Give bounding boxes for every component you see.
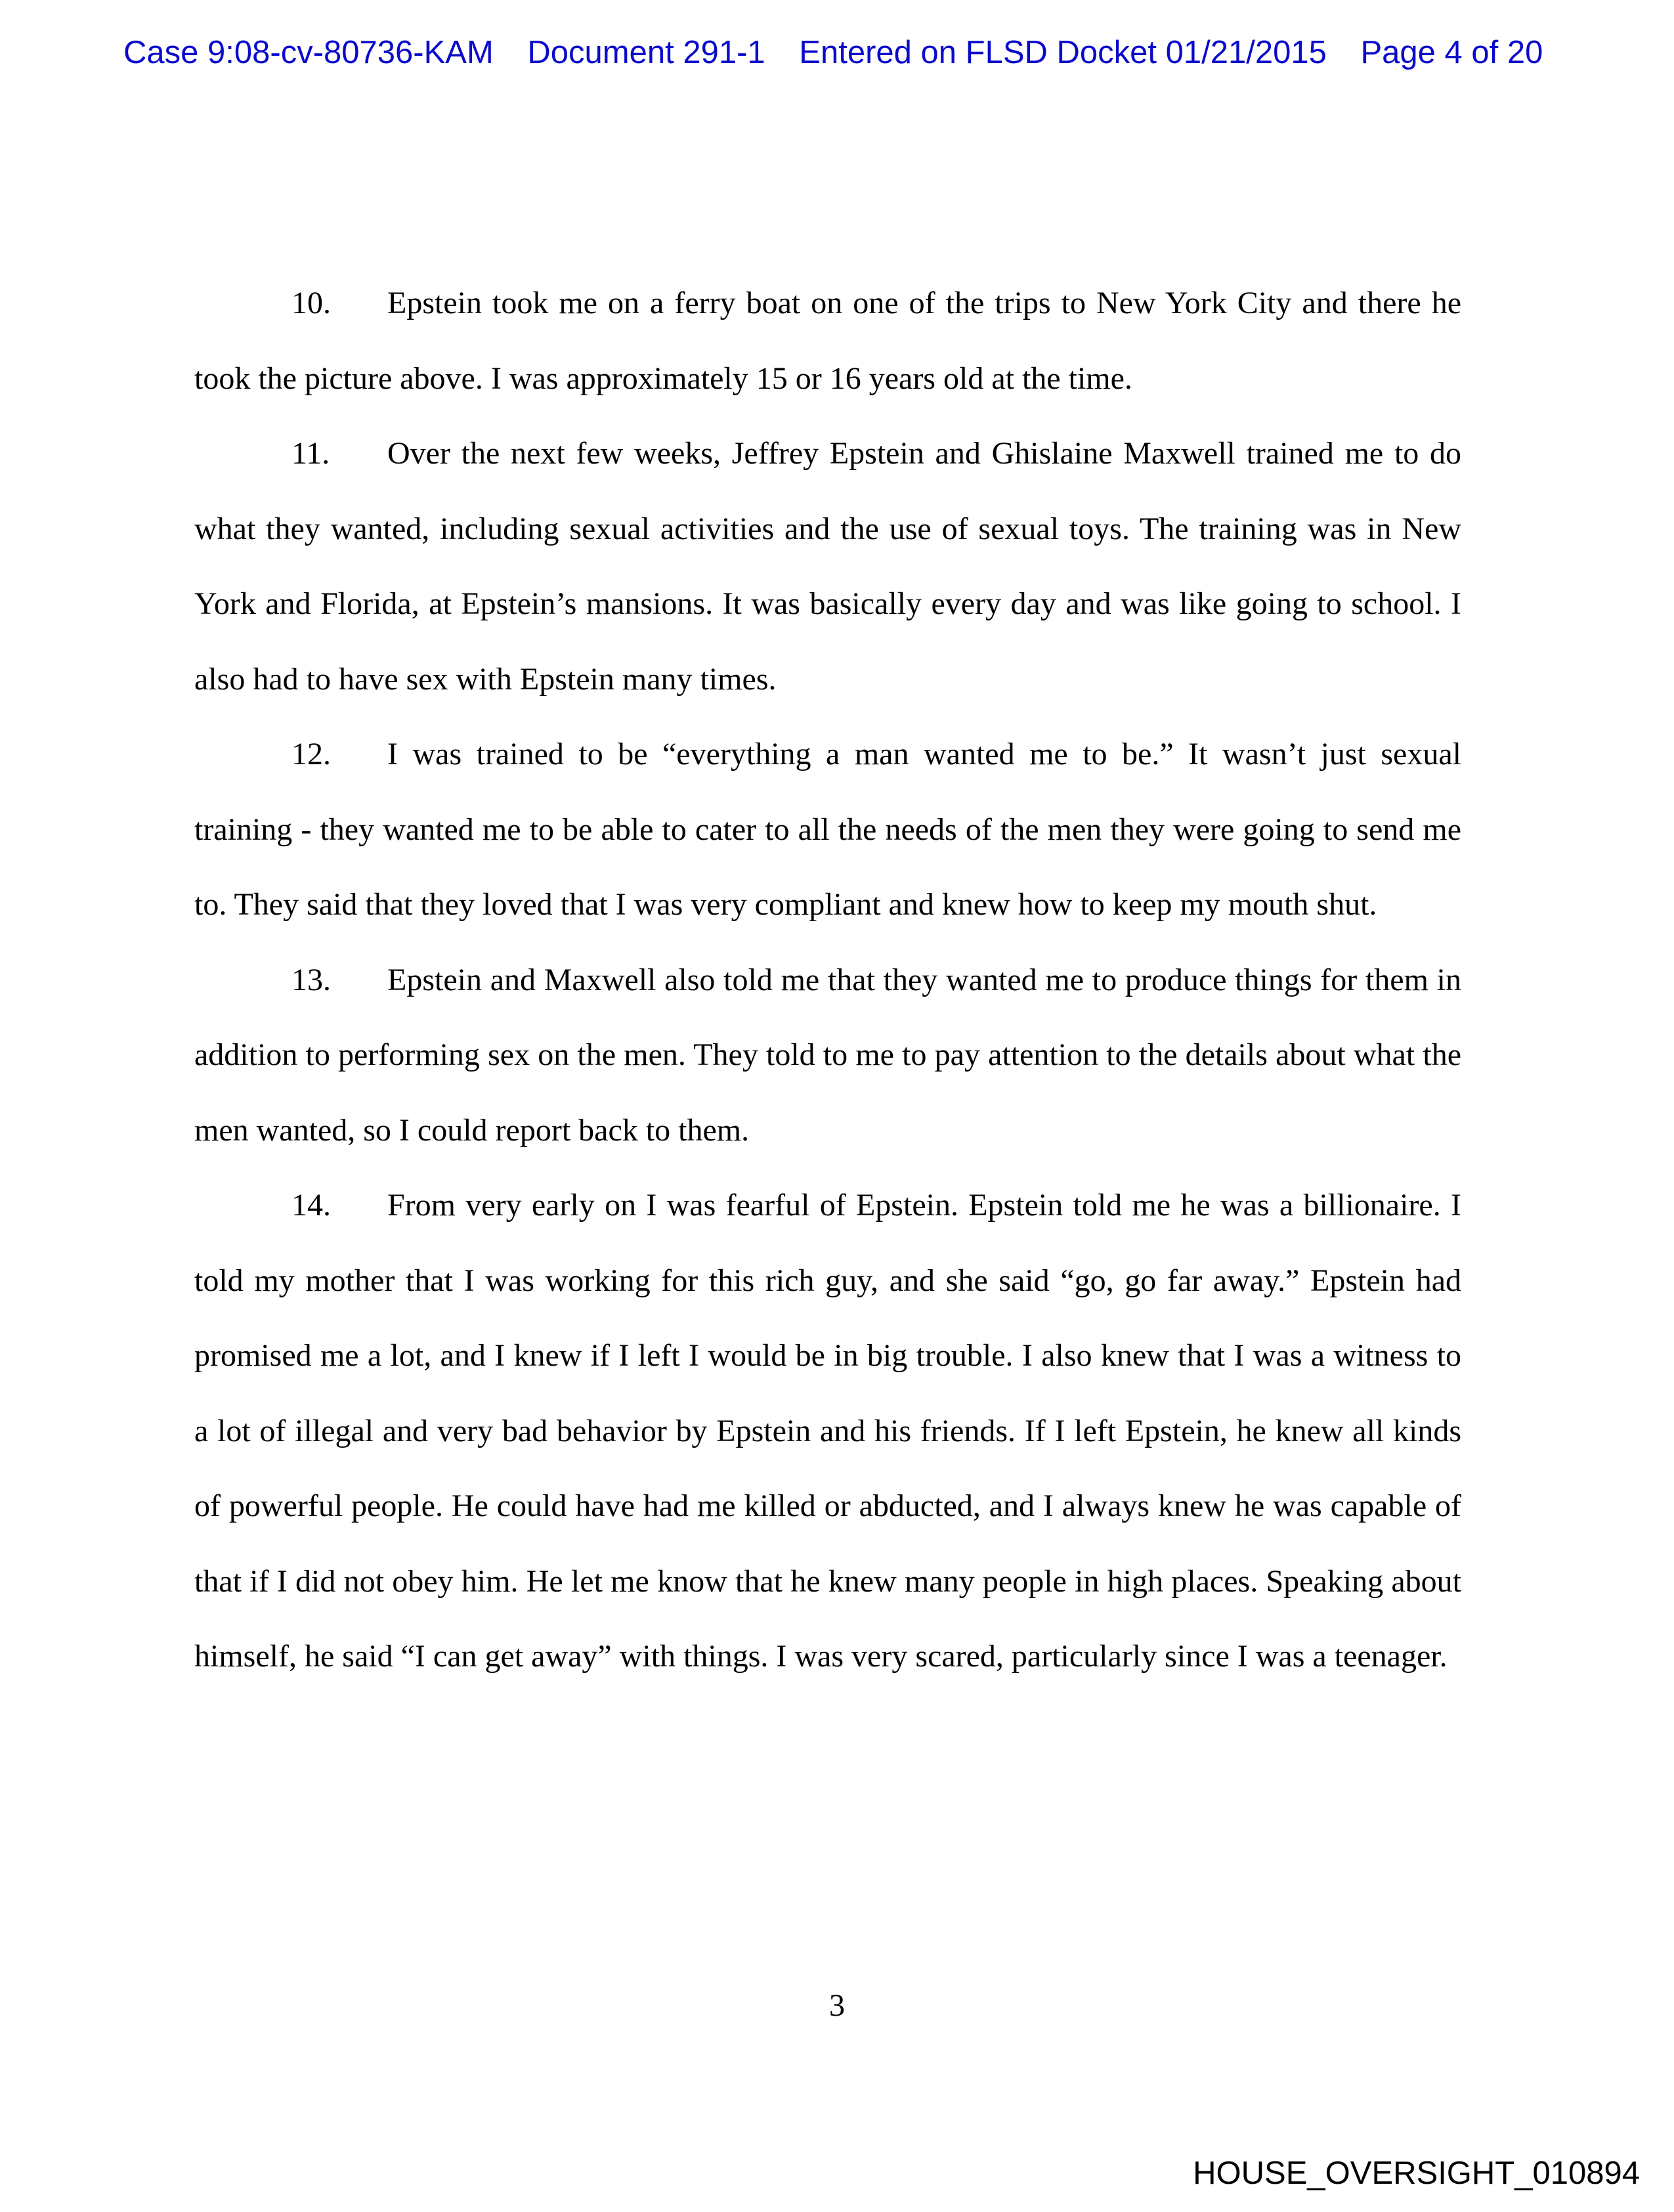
paragraph-text: Epstein and Maxwell also told me that they wanted me to produce things for them in addition to performing sex on the men. They told to me to pay attention to the details about what the men wanted, so I could report back to them. — [194, 962, 1461, 1148]
docket-header — [123, 34, 1555, 71]
paragraph-text: From very early on I was fearful of Epstein. Epstein told me he was a billionaire. I told my mother that I was working for this rich guy, and she said “go, go far away.” Epstein had promised me a lot, and I knew if I left I would be in big trouble. I also knew that I was a witness to a lot of illegal and very bad behavior by Epstein and his friends. If I left Epstein, he knew all kinds of powerful people. He could have had me killed or abducted, and I always knew he was capable of that if I did not obey him. He let me know that he knew many people in high places. Speaking about himself, he said “I can get away” with things. I was very scared, particularly since I was a teenager. — [194, 1188, 1461, 1674]
paragraph-text: Over the next few weeks, Jeffrey Epstein and Ghislaine Maxwell trained me to do what they wanted, including sexual activities and the use of sexual toys. The training was in New York and Florida, at Epstein’s mansions. It was basically every day and was like going to school. I also had to have sex with Epstein many times. — [194, 436, 1461, 697]
document-body — [194, 266, 1461, 1695]
paragraph-number: 13. — [291, 962, 331, 997]
paragraph-14 — [194, 1168, 1461, 1695]
page-of-total: Page 4 of 20 — [1360, 35, 1543, 70]
page-number: 3 — [829, 1988, 845, 2023]
paragraph-number: 12. — [291, 737, 331, 771]
docket-entry-date: Entered on FLSD Docket 01/21/2015 — [799, 35, 1327, 70]
paragraph-text: Epstein took me on a ferry boat on one of the trips to New York City and there he took the picture above. I was approximately 15 or 16 years old at the time. — [194, 286, 1461, 396]
paragraph-number: 10. — [291, 286, 331, 320]
paragraph-number: 14. — [291, 1188, 331, 1223]
bates-number: HOUSE_OVERSIGHT_010894 — [1193, 2156, 1640, 2191]
paragraph-10 — [194, 266, 1461, 416]
case-number: Case 9:08-cv-80736-KAM — [123, 35, 494, 70]
paragraph-11 — [194, 416, 1461, 717]
paragraph-13 — [194, 943, 1461, 1169]
paragraph-text: I was trained to be “everything a man wanted me to be.” It wasn’t just sexual training - they wanted me to be able to cater to all the needs of the men they were going to send me to. They said that they loved that I was very compliant and knew how to keep my mouth shut. — [194, 737, 1461, 922]
paragraph-number: 11. — [291, 436, 330, 471]
document-number: Document 291-1 — [527, 35, 765, 70]
paragraph-12 — [194, 717, 1461, 943]
